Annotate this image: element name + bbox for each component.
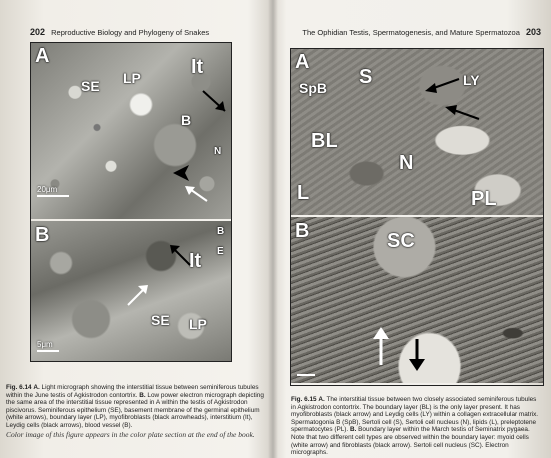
black-arrowhead-icon [171,163,191,183]
label-n: N [214,146,222,157]
label-se-b: SE [151,312,170,328]
figure-6-15-caption [291,396,541,457]
black-arrow-icon [421,75,461,97]
label-se: SE [81,78,100,94]
label-sc: SC [387,230,415,252]
right-page [276,0,551,458]
caption-part-b-text: Boundary layer within the March testis of Seminatrix pygaea. Note that two different cell types are observed within the boundary layer: myoid cells (white arrow) and fibroblasts (black arrow). Sertoli cell nucleus (SC). Electron micrographs. [291,426,530,457]
panel-a-letter: A [35,45,50,67]
label-spb: SpB [299,80,327,96]
caption-part-a-text: The interstitial tissue between two closely associated seminiferous tubules in Agkistrodon contortrix. The boundary layer (BL) is the only layer present. It has myofibroblasts (black arrow) and Leydig cells (LY) within a collagen extracellular matrix. Spermatogonia B (SpB), Sertoli cell (S), Sertoli cell nucleus (N), lipids (L), preleptotene spermatocytes (PL). [291,396,539,434]
label-b-b: B [217,226,225,237]
black-arrow-icon [201,89,231,119]
left-page [0,0,272,458]
figure-6-14 [30,42,232,362]
caption-part-b-letter: B. [349,426,357,434]
label-lp: LP [123,70,141,86]
scale-bar-a [37,186,69,197]
label-it-b: It [189,250,202,272]
micrograph-panel-b [31,221,231,361]
right-page-number: 203 [525,27,541,37]
white-arrow-icon [126,281,152,307]
color-plate-note: Color image of this figure appears in the color plate section at the end of the book. [6,430,255,439]
caption-part-a-letter: A. [318,396,325,403]
label-e-b: E [217,246,224,257]
panel-b-letter: B [295,220,310,242]
left-running-head [30,27,209,37]
scale-bar-a-label: 20μm [37,185,58,194]
label-ly: LY [463,72,480,88]
scale-bar-b [37,341,59,352]
label-n: N [399,152,414,174]
label-it: It [191,56,204,78]
right-running-head [302,27,541,37]
caption-part-b-text: Low power electron micrograph depicting the same area of the interstitial tissue represented in A within the testis of Agkistrodon piscivorus. Seminiferous epithelium (SE), basement membrane of the germinal epithelium (white arrows), boundary layer (LP), myofibroblasts (black arrowheads), interstitium (It), Leydig cells (black arrows), blood vessel (B). [6,391,264,429]
white-arrow-icon [181,183,209,203]
figure-6-14-caption [6,384,264,430]
label-pl: PL [471,188,497,210]
micrograph-panel-a [31,43,231,219]
black-arrow-icon [405,337,429,373]
caption-fig-label: Fig. 6.14 [6,384,32,391]
caption-part-b-letter: B. [139,391,146,399]
black-arrow-icon [166,241,192,267]
label-s: S [359,66,373,88]
label-b: B [181,112,192,128]
black-arrow-icon [441,101,481,123]
label-bl: BL [311,130,338,152]
scale-bar-right-b [297,373,315,376]
caption-fig-label: Fig. 6.15 [291,396,317,403]
caption-part-a-text: Light micrograph showing the interstitial tissue between seminiferous tubules within the June testis of Agkistrodon contortrix. [6,384,259,399]
white-arrow-icon [369,327,393,367]
figure-6-15 [290,48,544,386]
scale-bar-b-label: 5μm [37,340,53,349]
panel-a-letter: A [295,51,310,73]
left-page-number: 202 [30,27,46,37]
panel-b-letter: B [35,224,50,246]
left-running-title: Reproductive Biology and Phylogeny of Snakes [51,28,210,37]
micrograph-panel-a [291,49,543,215]
micrograph-panel-b [291,217,543,383]
caption-part-a-letter: A. [33,384,40,391]
label-lp-b: LP [189,316,207,332]
right-running-title: The Ophidian Testis, Spermatogenesis, and Mature Spermatozoa [302,28,520,37]
label-l: L [297,182,310,204]
